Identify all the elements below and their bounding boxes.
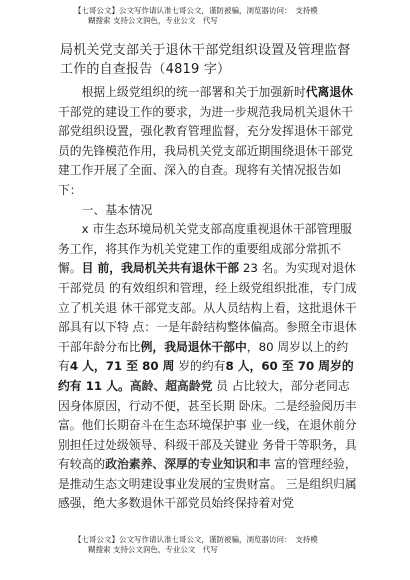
- footer-banner-line2: 糊搜索 支持公文润色，专业公文 代写: [88, 545, 218, 554]
- paragraph-basic-situation: [58, 220, 358, 514]
- document-body: [58, 83, 358, 514]
- footer-banner-line1: 【七哥公文】公文写作请认准七哥公文，谨防被骗，浏览器访问： 支持模: [74, 535, 318, 544]
- basic-text-g: 岁的约有: [174, 359, 226, 374]
- basic-text-j: 高龄、超高龄党: [129, 378, 213, 393]
- basic-text-i: 11 人。: [81, 378, 130, 393]
- header-banner-line2: 糊搜索 支持公文润色，专业公文 代写: [88, 16, 218, 25]
- basic-text-c: 23 名。为实现对退休干部党员 的有效组织和管理，经上级党组织批准，专门成立了机关退 休干部党支部。从人员结构上看，这批退休干部具有以下特 点：一是年龄结构整体偏高。参照全市退休干部年龄分布比: [58, 261, 357, 354]
- basic-text-f: 4 人，71 至 80 周: [69, 359, 175, 374]
- basic-text-b: 目 前，我局机关共有退休干部: [81, 261, 240, 276]
- paragraph-intro: [58, 83, 358, 201]
- intro-text-a: 根据上级党组织的统一部署和关于加强新时: [81, 85, 306, 99]
- header-banner-line1: 【七哥公文】公文写作请认准七哥公文，谨防被骗，浏览器访问： 支持模: [74, 6, 318, 15]
- basic-text-a: x 市生态环境局机关党支部高度重视退休干部管理服务工作，将其作为机关党建工作的重要组成部分常抓不懈。: [58, 222, 352, 276]
- document-title: 局机关党支部关于退休干部党组织设置及管理监督工作的自查报告（4819 字）: [60, 43, 351, 77]
- basic-text-m: 专业知识和丰: [199, 457, 271, 472]
- section-heading-basic: 一、基本情况: [81, 202, 153, 217]
- basic-text-n: 富的管理经验，是推动生态文明建设事业发展的宝贵财富。 三是组织归属感强，绝大多数退休干部党员始终保持着对党: [58, 457, 357, 511]
- basic-text-h: 8 人，60 至 70 周岁的约有: [58, 359, 354, 393]
- footer-watermark-banner: [74, 535, 374, 555]
- basic-text-l: 政治素养、深厚的: [105, 457, 200, 472]
- intro-text-bold: 代离退休: [305, 85, 353, 99]
- header-watermark-banner: [74, 6, 374, 26]
- basic-text-e: ，80 周岁以上的约有: [58, 339, 349, 374]
- basic-text-d: 例，我局退休干部中: [140, 339, 247, 354]
- intro-text-c: 干部党的建设工作的要求，为进一步规范我局机关退休干部党组织设置，强化教育管理监督，充分发挥退休干部党员的先锋模范作用，我局机关党支部近期围绕退休干部党建工作开展了全面、深入的自查。现将有关情况报告如下：: [58, 104, 353, 197]
- basic-text-k: 员 占比较大，部分老同志因身体原因，行动不便，甚至长期 卧床。二是经验阅历丰富。他们长期奋斗在生态环境保护事 业一线，在退休前分别担任过处级领导、科级干部及关键业 务骨干等职务，具有较高的: [58, 378, 357, 472]
